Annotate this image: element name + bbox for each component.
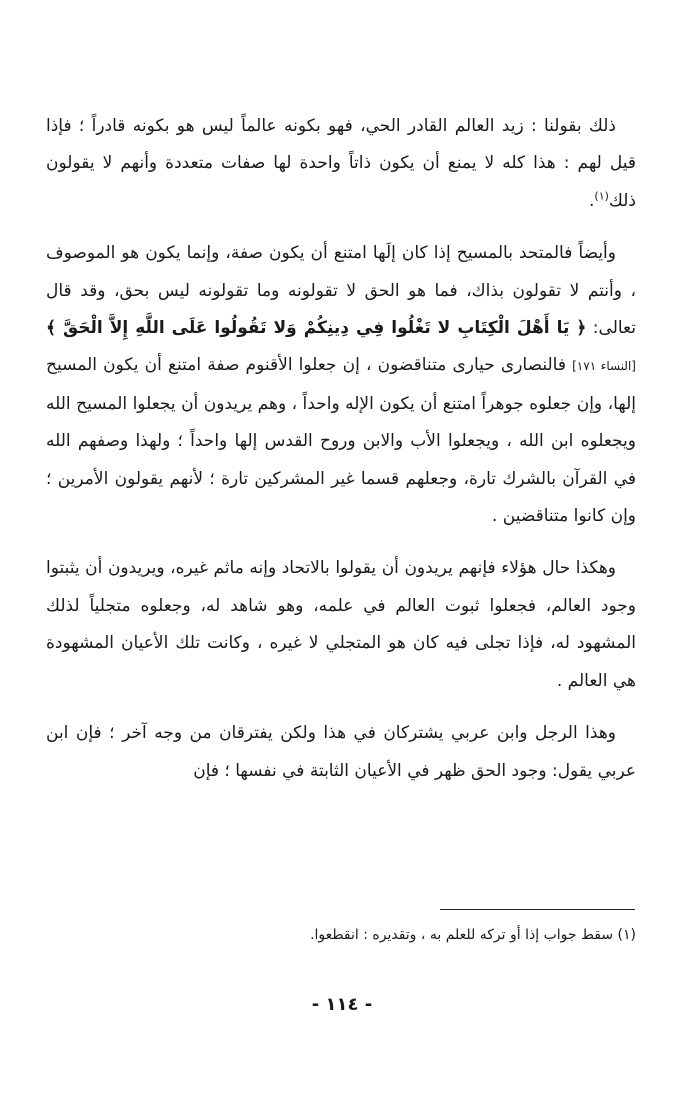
page-number: - ١١٤ - <box>311 994 373 1015</box>
main-text <box>46 108 636 805</box>
paragraph-2-text-after: فالنصارى حيارى متناقضون ، إن جعلوا الأقنوم صفة امتنع أن يكون المسيح إلها، وإن جعلوه جوهراً امتنع أن يكون الإله واحداً ، وهم يريدون أن يجعلوا المسيح الله ويجعلوه ابن الله ، ويجعلوا الأب والابن وروح القدس إلها واحداً ؛ ولهذا وصفهم الله في القرآن بالشرك تارة، وجعلهم قسما غير المشركين تارة ؛ لأنهم يقولون الأمرين ؛ وإن كانوا متناقضين . <box>46 355 636 527</box>
paragraph-3: وهكذا حال هؤلاء فإنهم يريدون أن يقولوا بالاتحاد وإنه ماثم غيره، ويريدون أن يثبتوا وجود العالم، فجعلوا ثبوت العالم في علمه، وهو شاهد له، وجعلوه متجلياً لذلك المشهود له، فإذا تجلى فيه كان هو المتجلي لا غيره ، وكانت تلك الأعيان المشهودة هي العالم . <box>46 558 636 691</box>
paragraph-4: وهذا الرجل وابن عربي يشتركان في هذا ولكن يفترقان من وجه آخر ؛ فإن ابن عربي يقول: وجود الحق ظهر في الأعيان الثابتة في نفسها ؛ فإن <box>46 723 636 781</box>
paragraph-1 <box>46 108 636 220</box>
footnote-divider <box>440 909 635 910</box>
quran-verse: ﴿ يَا أَهْلَ الْكِتَابِ لا تَغْلُوا فِي دِينِكُمْ وَلا تَقُولُوا عَلَى اللَّهِ إِلاَّ الْحَقَّ ﴾ <box>46 318 587 339</box>
footnote: (١) سقط جواب إذا أو تركه للعلم به ، وتقديره : انقطعوا. <box>310 927 636 943</box>
footnote-marker: (١) <box>594 189 609 203</box>
paragraph-1-end: . <box>589 190 595 211</box>
paragraph-2-text-before: وأيضاً فالمتحد بالمسيح إذا كان إلَها امتنع أن يكون صفة، وإنما يكون هو الموصوف ، وأنتم لا تقولون بذاك، فما هو الحق لا تقولونه وما تقولونه ليس بحق، وقد قال تعالى: <box>46 243 636 339</box>
verse-reference: [النساء ١٧١] <box>572 359 636 374</box>
paragraph-2 <box>46 235 636 535</box>
paragraph-1-text: ذلك بقولنا : زيد العالم القادر الحي، فهو بكونه عالماً ليس هو بكونه قادراً ؛ فإذا قيل لهم : هذا كله لا يمنع أن يكون ذاتاً واحدة لها صفات متعددة وأنهم لا يقولون ذلك <box>46 116 636 211</box>
